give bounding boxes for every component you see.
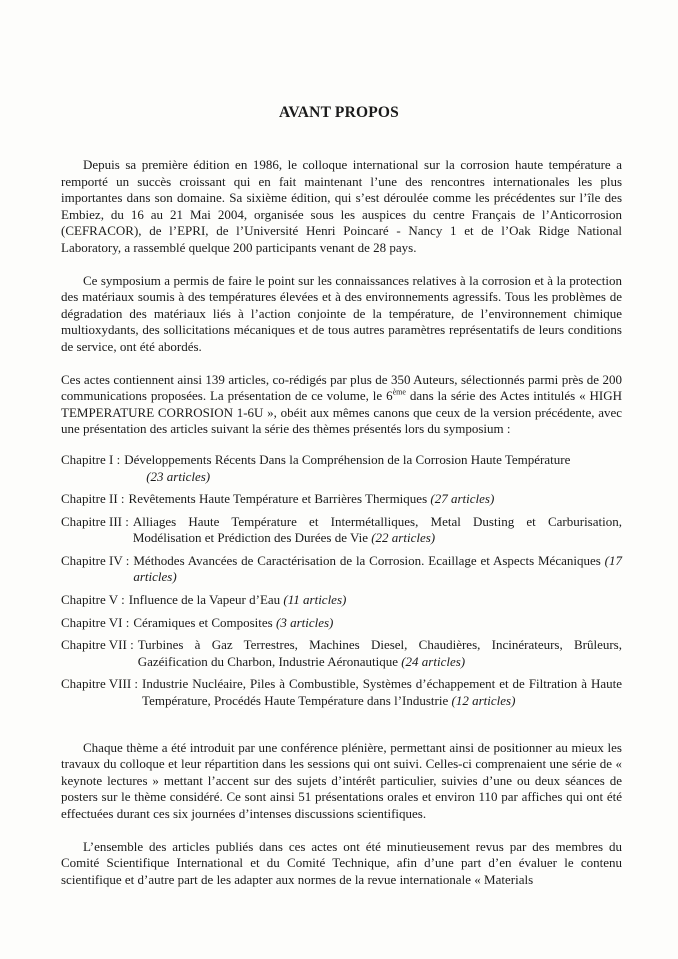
superscript-eme: ème bbox=[392, 387, 406, 397]
chapter-count: (27 articles) bbox=[430, 491, 495, 507]
chapter-title: Céramiques et Composites bbox=[133, 614, 273, 630]
chapter-count: (22 articles) bbox=[371, 530, 436, 546]
chapter-label: Chapitre VI : bbox=[61, 614, 130, 630]
chapter-item bbox=[61, 592, 622, 609]
paragraph-sessions: Chaque thème a été introduit par une conférence plénière, permettant ainsi de positionner au mieux les travaux du colloque et leur répartition dans les sessions qui ont suivi. Celles-ci comprenaient une série de « keynote lectures » mettant l’accent sur des sujets d’intérêt particulier, suivies d’une ou deux séances de posters sur le thème considéré. Ce sont ainsi 51 présentations orales et environ 110 par affiches qui ont été effectuées durant ces six journées d’intenses discussions scientifiques. bbox=[61, 739, 622, 821]
paragraph-proceedings-part2: dans la série des Actes intitulés « HIGH TEMPERATURE CORROSION 1-6U », obéit aux mêmes canons que ceux de la version précédente, avec une présentation des articles suivant la série des thèmes présentés lors du symposium : bbox=[61, 388, 622, 437]
chapter-title: Méthodes Avancées de Caractérisation de la Corrosion. Ecaillage et Aspects Mécaniques bbox=[133, 552, 601, 568]
chapter-count: (11 articles) bbox=[283, 592, 347, 608]
chapter-label: Chapitre VII : bbox=[61, 637, 134, 653]
chapter-count: (12 articles) bbox=[451, 693, 516, 709]
chapter-item bbox=[61, 615, 622, 632]
chapter-label: Chapitre V : bbox=[61, 592, 125, 608]
chapter-item bbox=[61, 637, 622, 670]
chapter-title: Développements Récents Dans la Compréhension de la Corrosion Haute Température bbox=[124, 451, 571, 467]
chapter-count: (3 articles) bbox=[275, 614, 334, 630]
paragraph-review: L’ensemble des articles publiés dans ces actes ont été minutieusement revus par des membres du Comité Scientifique International et du Comité Technique, afin d’une part d’en évaluer le contenu scientifique et d’autre part de les adapter aux normes de la revue internationale « Materials bbox=[61, 838, 622, 887]
chapter-label: Chapitre VIII : bbox=[61, 676, 139, 692]
chapter-title: Alliages Haute Température et Intermétalliques, Metal Dusting et Carburisation, Modélisation et Prédiction des Durées de Vie bbox=[132, 513, 622, 546]
chapter-count: (23 articles) bbox=[146, 468, 211, 484]
chapter-label: Chapitre III : bbox=[61, 513, 129, 529]
chapter-label: Chapitre I : bbox=[61, 451, 121, 467]
chapter-item bbox=[61, 491, 622, 508]
chapter-title: Revêtements Haute Température et Barrières Thermiques bbox=[128, 491, 428, 507]
chapter-item bbox=[61, 553, 622, 586]
chapter-item bbox=[61, 452, 622, 485]
chapter-item bbox=[61, 676, 622, 709]
chapter-title: Influence de la Vapeur d’Eau bbox=[128, 592, 281, 608]
page-title: AVANT PROPOS bbox=[279, 104, 399, 121]
document-body bbox=[61, 157, 622, 888]
chapter-count: (24 articles) bbox=[401, 653, 466, 669]
chapter-title: Industrie Nucléaire, Piles à Combustible, Systèmes d’échappement et de Filtration à Haute Température, Procédés Haute Température dans l’Industrie bbox=[142, 676, 622, 709]
chapter-label: Chapitre IV : bbox=[61, 552, 130, 568]
chapter-count: (17 articles) bbox=[133, 552, 623, 585]
chapter-item bbox=[61, 514, 622, 547]
chapter-label: Chapitre II : bbox=[61, 491, 125, 507]
paragraph-proceedings bbox=[61, 372, 622, 438]
chapter-list bbox=[61, 452, 622, 710]
chapter-title: Turbines à Gaz Terrestres, Machines Diesel, Chaudières, Incinérateurs, Brûleurs, Gazéification du Charbon, Industrie Aéronautique bbox=[137, 637, 622, 669]
paragraph-proceedings-part1: Ces actes contiennent ainsi 139 articles, co-rédigés par plus de 350 Auteurs, sélectionnés parmi près de 200 communications proposées. La présentation de ce volume, le 6 bbox=[61, 371, 622, 404]
paragraph-symposium: Ce symposium a permis de faire le point sur les connaissances relatives à la corrosion et à la protection des matériaux soumis à des températures élevées et à des environnements agressifs. Tous les problèmes de dégradation des matériaux liés à l’action conjointe de la température, de l’environnement chimique multioxydants, des sollicitations mécaniques et de tous autres paramètres représentatifs de leurs conditions de service, ont été abordés. bbox=[61, 272, 622, 354]
paragraph-intro: Depuis sa première édition en 1986, le colloque international sur la corrosion haute température a remporté un succès croissant qui en fait maintenant l’une des rencontres internationales les plus importantes dans son domaine. Sa sixième édition, qui s’est déroulée comme les précédentes sur l’île des Embiez, du 16 au 21 Mai 2004, organisée sous les auspices du centre Français de l’Anticorrosion (CEFRACOR), de l’EPRI, de l’Université Henri Poincaré - Nancy 1 et de l’Oak Ridge National Laboratory, a rassemblé quelque 200 participants venant de 28 pays. bbox=[61, 157, 622, 255]
